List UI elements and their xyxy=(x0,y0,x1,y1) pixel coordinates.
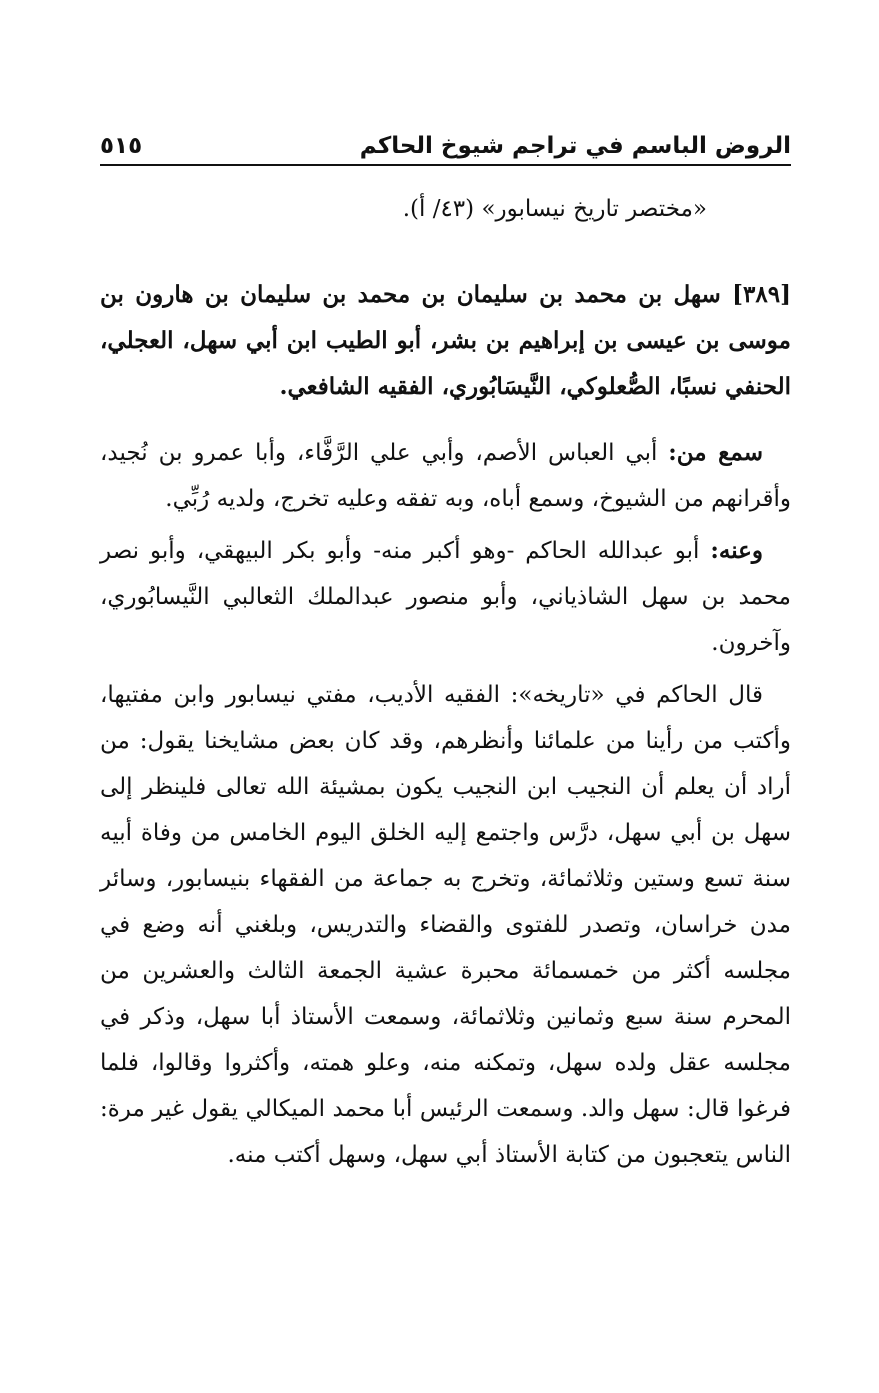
paragraph-heard-from xyxy=(100,430,791,522)
narrated-by-text: أبو عبدالله الحاكم -وهو أكبر منه- وأبو بكر البيهقي، وأبو نصر محمد بن سهل الشاذياني، وأبو منصور عبدالملك الثعالبي النَّيسابُوري، وآخرون. xyxy=(100,538,791,656)
entry-title-text: سهل بن محمد بن سليمان بن محمد بن سليمان بن هارون بن موسى بن عيسى بن إبراهيم بن بشر، أبو الطيب ابن أبي سهل، العجلي، الحنفي نسبًا، الصُّعلوكي، النَّيسَابُوري، الفقيه الشافعي. xyxy=(100,281,791,400)
heard-from-lead: سمع من: xyxy=(668,439,763,466)
source-reference: «مختصر تاريخ نيسابور» (٤٣/ أ). xyxy=(402,196,707,222)
entry-number: [٣٨٩] xyxy=(732,281,791,308)
page-body xyxy=(100,186,791,1178)
biography-entry-heading xyxy=(100,272,791,410)
paragraph-narrated-by xyxy=(100,528,791,666)
paragraph-hakim-quote: قال الحاكم في «تاريخه»: الفقيه الأديب، مفتي نيسابور وابن مفتيها، وأكتب من رأينا من علمائنا وأنظرهم، وقد كان بعض مشايخنا يقول: من أراد أن يعلم أن النجيب ابن النجيب يكون بمشيئة الله تعالى فلينظر إلى سهل بن أبي سهل، درَّس واجتمع إليه الخلق اليوم الخامس من وفاة أبيه سنة تسع وستين وثلاثمائة، وتخرج به جماعة من الفقهاء بنيسابور، وسائر مدن خراسان، وتصدر للفتوى والقضاء والتدريس، وبلغني أنه وضع في مجلسه أكثر من خمسمائة محبرة عشية الجمعة الثالث والعشرين من المحرم سنة سبع وثمانين وثلاثمائة، وسمعت الأستاذ أبا سهل، وذكر في مجلسه عقل ولده سهل، وتمكنه منه، وعلو همته، وأكثروا وقالوا، فلما فرغوا قال: سهل والد. وسمعت الرئيس أبا محمد الميكالي يقول غير مرة: الناس يتعجبون من كتابة الأستاذ أبي سهل، وسهل أكتب منه. xyxy=(100,682,791,1168)
narrated-by-lead: وعنه: xyxy=(710,537,763,564)
page-number: ٥١٥ xyxy=(100,133,143,159)
heard-from-text: أبي العباس الأصم، وأبي علي الرَّفَّاء، وأبا عمرو بن نُجيد، وأقرانهم من الشيوخ، وسمع أباه، وبه تفقه وعليه تخرج، ولديه رُبِّي. xyxy=(100,440,791,512)
running-header xyxy=(100,118,791,166)
running-title: الروض الباسم في تراجم شيوخ الحاكم xyxy=(359,133,791,159)
